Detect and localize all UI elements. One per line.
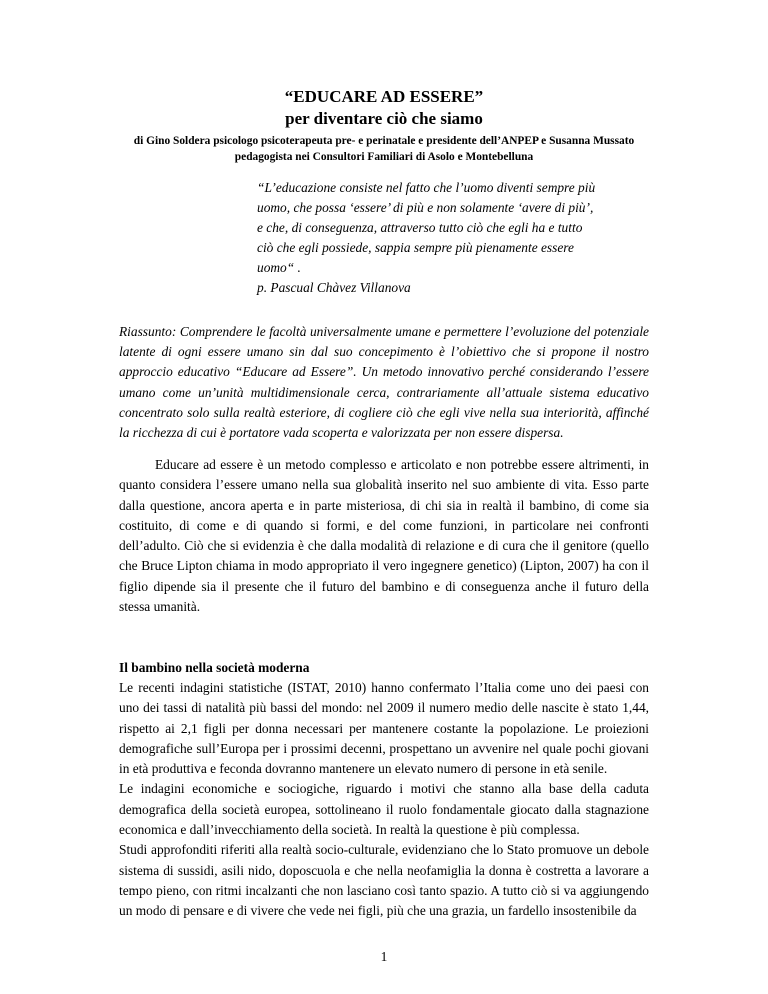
authors-line: di Gino Soldera psicologo psicoterapeuta pre- e perinatale e presidente dell’ANPEP e Susanna Mussato pedagogista nei Consultori Familiari di Asolo e Montebelluna — [133, 135, 635, 163]
section-body — [119, 678, 649, 922]
abstract-paragraph: Riassunto: Comprendere le facoltà universalmente umane e permettere l’evoluzione del potenziale latente di ogni essere umano sin dal suo concepimento è l’obiettivo che si propone il nostro approccio educativo “Educare ad Essere”. Un metodo innovativo perché considerando l’essere umano come un’unità multidimensionale cerca, contrariamente all’attuale sistema educativo concentrato solo sulla realtà esteriore, di cogliere ciò che egli vive nella sua interiorità, affinché la ricchezza di cui è portatore vada scoperta e valorizzata per non essere dispersa. — [119, 324, 649, 441]
quote-line: uomo“ . — [257, 260, 301, 275]
epigraph-quote — [257, 178, 649, 298]
quote-attribution: p. Pascual Chàvez Villanova — [257, 280, 411, 295]
section-heading: Il bambino nella società moderna — [119, 660, 310, 675]
section-paragraph: Le indagini economiche e sociogiche, riguardo i motivi che stanno alla base della caduta demografica della società europea, sottolineano il ruolo fondamentale giocato dalla stagnazione economica e dall’invecchiamento della società. In realtà la questione è più complessa. — [119, 781, 649, 838]
quote-line: uomo, che possa ‘essere’ di più e non solamente ‘avere di più’, — [257, 200, 594, 215]
quote-line: “L’educazione consiste nel fatto che l’uomo diventi sempre più — [257, 180, 596, 195]
section-paragraph: Le recenti indagini statistiche (ISTAT, 2010) hanno confermato l’Italia come uno dei paesi con uno dei tassi di natalità più bassi del mondo: nel 2009 il numero medio delle nascite è stato 1,44, rispetto ai 2,1 figli per donna necessari per mantenere costante la popolazione. Le proiezioni demografiche sull’Europa per i prossimi decenni, prospettano un avvenire nel quale pochi giovani in età produttiva e feconda dovranno mantenere un elevato numero di persone in età senile. — [119, 680, 649, 777]
quote-line: e che, di conseguenza, attraverso tutto ciò che egli ha e tutto — [257, 220, 583, 235]
intro-paragraph: Educare ad essere è un metodo complesso e articolato e non potrebbe essere altrimenti, in quanto considera l’essere umano nella sua globalità inserito nel suo ambiente di vita. Esso parte dalla questione, ancora aperta e in parte misteriosa, di chi sia in realtà il bambino, di come sia costituito, di come e di quando si formi, e del come funzioni, in particolare nei confronti dell’adulto. Ciò che si evidenzia è che dalla modalità di relazione e di cura che il genitore (quello che Bruce Lipton chiama in modo appropriato il vero ingegnere genetico) (Lipton, 2007) ha con il figlio dipende sia il presente che il futuro del bambino e di conseguenza anche il futuro della stessa umanità. — [119, 457, 649, 615]
document-subtitle: per diventare ciò che siamo — [285, 109, 483, 128]
quote-line: ciò che egli possiede, sappia sempre più pienamente essere — [257, 240, 574, 255]
page-number: 1 — [380, 949, 388, 964]
document-title: “EDUCARE AD ESSERE” — [284, 87, 484, 106]
section-paragraph: Studi approfonditi riferiti alla realtà socio-culturale, evidenziano che lo Stato promuove un debole sistema di sussidi, asili nido, doposcuola e che nella neofamiglia la donna è costretta a lavorare a tempo pieno, con ritmi incalzanti che non lasciano così tanto spazio. A tutto ciò si va aggiungendo un modo di pensare e di vivere che vede nei figli, più che una grazia, un fardello insostenibile da — [119, 842, 649, 919]
